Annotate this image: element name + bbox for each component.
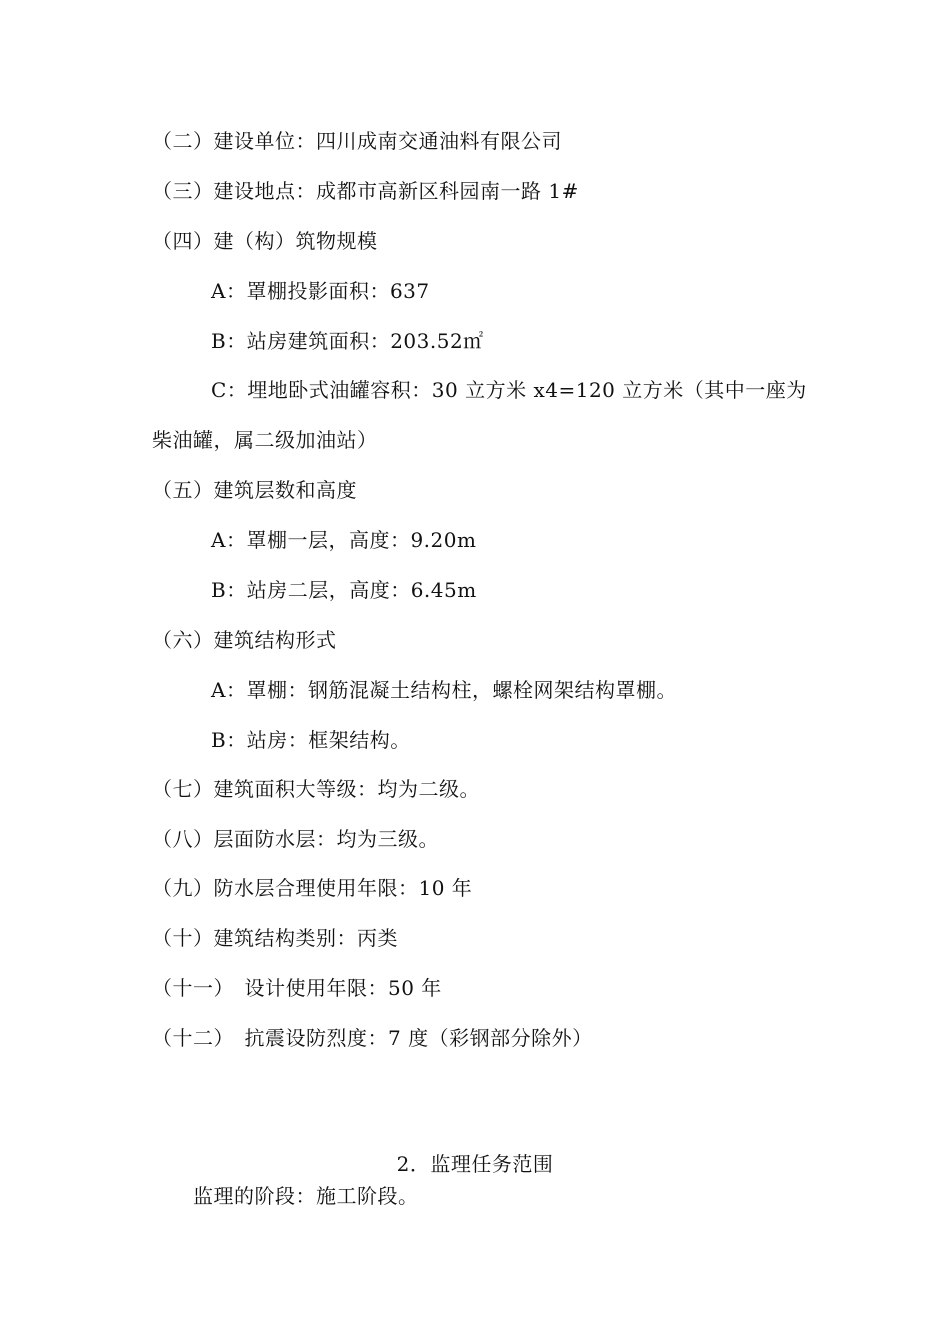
item-floors-height-heading: （五）建筑层数和高度: [152, 478, 357, 502]
item-construction-unit: （二）建设单位：四川成南交通油料有限公司: [152, 129, 562, 153]
item-building-scale-heading: （四）建（构）筑物规模: [152, 229, 378, 253]
item-structure-class: （十）建筑结构类别：丙类: [152, 926, 398, 950]
item-canopy-structure: A：罩棚：钢筋混凝土结构柱，螺栓网架结构罩棚。: [211, 678, 677, 702]
item-station-area: B：站房建筑面积：203.52㎡: [211, 329, 484, 353]
item-tank-capacity-cont: 柴油罐，属二级加油站）: [152, 428, 378, 452]
item-design-life: （十一） 设计使用年限：50 年: [152, 976, 442, 1000]
section-heading: 2．监理任务范围: [396, 1152, 554, 1176]
item-area-grade: （七）建筑面积大等级：均为二级。: [152, 777, 480, 801]
item-construction-site: （三）建设地点：成都市高新区科园南一路 1#: [152, 179, 579, 203]
item-seismic-intensity: （十二） 抗震设防烈度：7 度（彩钢部分除外）: [152, 1026, 593, 1050]
item-station-height: B：站房二层，高度：6.45m: [211, 578, 477, 602]
section-body: 监理的阶段：施工阶段。: [193, 1184, 419, 1208]
item-tank-capacity: C：埋地卧式油罐容积：30 立方米 x4=120 立方米（其中一座为: [211, 378, 807, 402]
item-canopy-area: A：罩棚投影面积：637: [211, 279, 430, 303]
item-waterproof-life: （九）防水层合理使用年限：10 年: [152, 876, 473, 900]
item-waterproof-layer: （八）层面防水层：均为三级。: [152, 827, 439, 851]
item-station-structure: B：站房：框架结构。: [211, 728, 411, 752]
item-canopy-height: A：罩棚一层，高度：9.20m: [211, 528, 477, 552]
item-structure-heading: （六）建筑结构形式: [152, 628, 337, 652]
